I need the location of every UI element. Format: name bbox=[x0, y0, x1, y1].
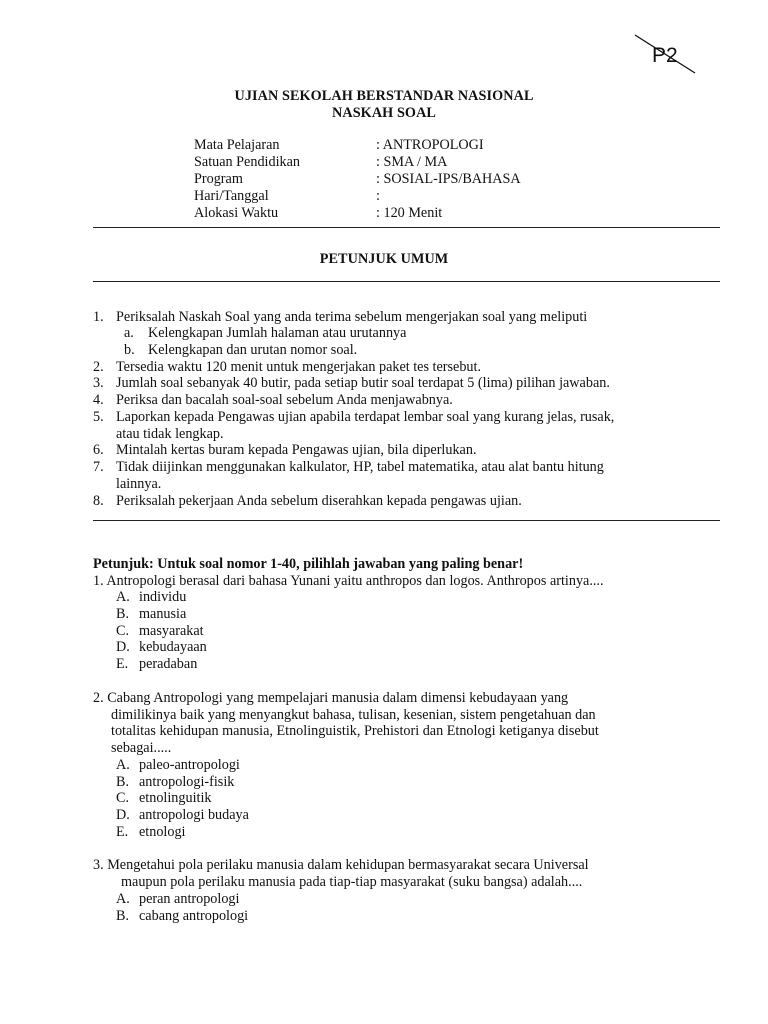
info-label: Mata Pelajaran bbox=[194, 137, 280, 153]
divider bbox=[93, 520, 720, 521]
question-text: dimilikinya baik yang menyangkut bahasa, tulisan, kesenian, sistem pengetahuan dan bbox=[111, 707, 596, 723]
question-text: sebagai..... bbox=[111, 740, 172, 756]
info-label: Alokasi Waktu bbox=[194, 205, 279, 221]
exam-title: UJIAN SEKOLAH BERSTANDAR NASIONAL bbox=[234, 88, 534, 104]
info-value: : 120 Menit bbox=[376, 205, 443, 221]
divider bbox=[93, 281, 720, 282]
paper-code-mark: P2 bbox=[652, 44, 678, 67]
info-value: : SMA / MA bbox=[376, 154, 448, 170]
question-text: totalitas kehidupan manusia, Etnolinguistik, Prehistori dan Etnologi ketiganya disebut bbox=[111, 723, 599, 739]
exam-subtitle: NASKAH SOAL bbox=[332, 105, 436, 121]
info-label: Hari/Tanggal bbox=[194, 188, 269, 204]
info-value: : ANTROPOLOGI bbox=[376, 137, 484, 153]
info-label: Satuan Pendidikan bbox=[194, 154, 300, 170]
divider bbox=[93, 227, 720, 228]
questions-instruction: Petunjuk: Untuk soal nomor 1-40, pilihlah jawaban yang paling benar! bbox=[93, 556, 524, 572]
question-text: 1. Antropologi berasal dari bahasa Yunani yaitu anthropos dan logos. Anthropos artinya.... bbox=[93, 573, 604, 589]
info-value: : bbox=[376, 188, 380, 204]
question-text: 2. Cabang Antropologi yang mempelajari manusia dalam dimensi kebudayaan yang bbox=[93, 690, 569, 706]
question-text: maupun pola perilaku manusia pada tiap-tiap masyarakat (suku bangsa) adalah.... bbox=[121, 874, 583, 890]
general-instructions-heading: PETUNJUK UMUM bbox=[319, 251, 449, 267]
info-label: Program bbox=[194, 171, 243, 187]
question-text: 3. Mengetahui pola perilaku manusia dalam kehidupan bermasyarakat secara Universal bbox=[93, 857, 589, 873]
info-value: : SOSIAL-IPS/BAHASA bbox=[376, 171, 521, 187]
